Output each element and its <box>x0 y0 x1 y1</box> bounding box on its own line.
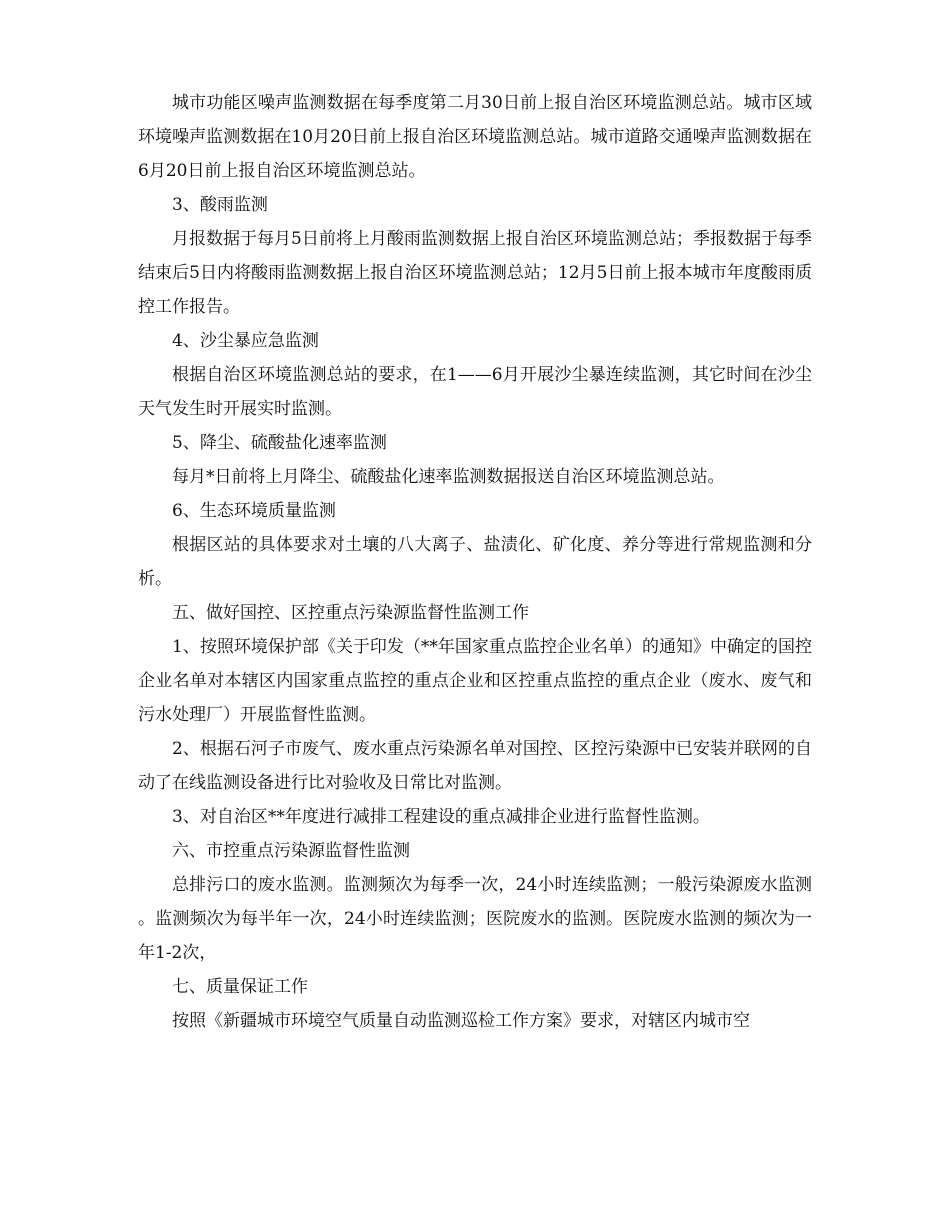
paragraph-wastewater: 总排污口的废水监测。监测频次为每季一次，24小时连续监测；一般污染源废水监测。监测频次为每半年一次，24小时连续监测；医院废水的监测。医院废水监测的频次为一年1-2次， <box>138 875 812 963</box>
heading-dustfall: 5、降尘、硫酸盐化速率监测 <box>172 433 387 453</box>
paragraph-ecology: 根据区站的具体要求对土壤的八大离子、盐渍化、矿化度、养分等进行常规监测和分析。 <box>138 535 812 589</box>
heading-ecology: 6、生态环境质量监测 <box>172 501 336 521</box>
document-body <box>138 86 812 1038</box>
paragraph-sandstorm: 根据自治区环境监测总站的要求，在1——6月开展沙尘暴连续监测，其它时间在沙尘天气发生时开展实时监测。 <box>138 365 812 419</box>
paragraph-shihezi-sources: 2、根据石河子市废气、废水重点污染源名单对国控、区控污染源中已安装并联网的自动了在线监测设备进行比对验收及日常比对监测。 <box>138 739 812 793</box>
paragraph-emission-reduction: 3、对自治区**年度进行减排工程建设的重点减排企业进行监督性监测。 <box>172 807 710 827</box>
heading-section-six: 六、市控重点污染源监督性监测 <box>172 841 410 861</box>
heading-section-five: 五、做好国控、区控重点污染源监督性监测工作 <box>172 603 529 623</box>
heading-sandstorm: 4、沙尘暴应急监测 <box>172 331 319 351</box>
paragraph-acid-rain: 月报数据于每月5日前将上月酸雨监测数据上报自治区环境监测总站；季报数据于每季结束后5日内将酸雨监测数据上报自治区环境监测总站；12月5日前上报本城市年度酸雨质控工作报告。 <box>138 229 812 317</box>
heading-acid-rain: 3、酸雨监测 <box>172 195 268 215</box>
heading-section-seven: 七、质量保证工作 <box>172 977 308 997</box>
paragraph-dustfall: 每月*日前将上月降尘、硫酸盐化速率监测数据报送自治区环境监测总站。 <box>172 467 725 487</box>
paragraph-national-control: 1、按照环境保护部《关于印发（**年国家重点监控企业名单）的通知》中确定的国控企业名单对本辖区内国家重点监控的重点企业和区控重点监控的重点企业（废水、废气和污水处理厂）开展监督性监测。 <box>138 637 812 725</box>
paragraph-noise-reporting: 城市功能区噪声监测数据在每季度第二月30日前上报自治区环境监测总站。城市区域环境噪声监测数据在10月20日前上报自治区环境监测总站。城市道路交通噪声监测数据在6月20日前上报自治区环境监测总站。 <box>138 93 812 181</box>
paragraph-quality-assurance: 按照《新疆城市环境空气质量自动监测巡检工作方案》要求，对辖区内城市空 <box>172 1011 750 1031</box>
